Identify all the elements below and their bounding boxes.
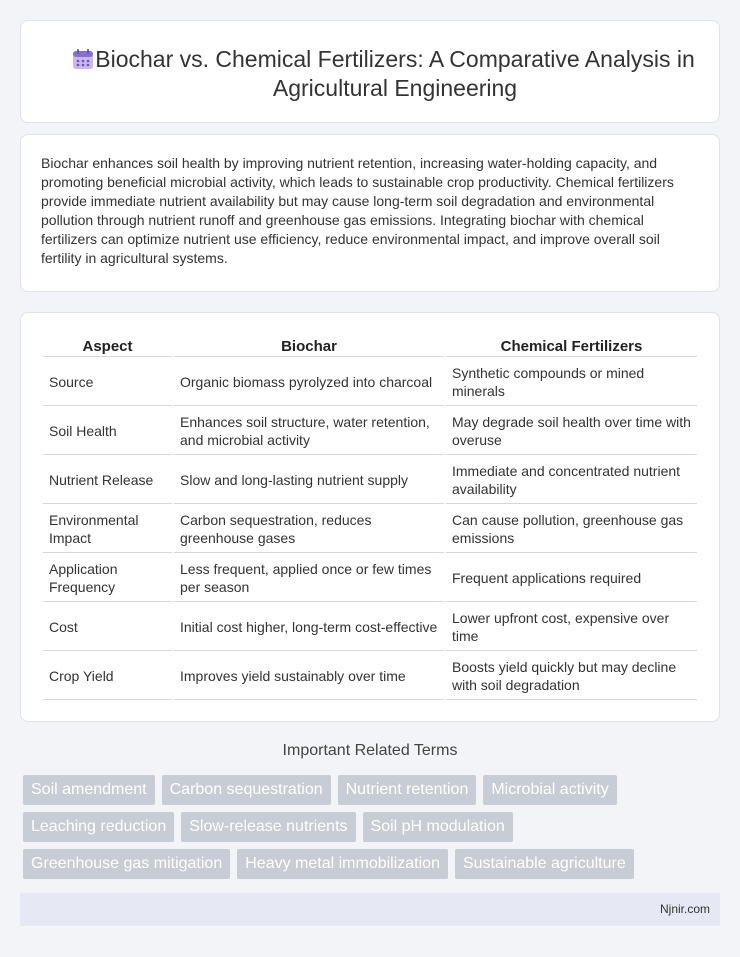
table-row: [43, 408, 697, 455]
cell-biochar: Carbon sequestration, reduces greenhouse gases: [174, 506, 444, 553]
term-tag[interactable]: Soil amendment: [23, 775, 155, 805]
term-tag[interactable]: Sustainable agriculture: [455, 849, 634, 879]
footer-bar: [20, 893, 720, 926]
header-chemical-fertilizers: Chemical Fertilizers: [446, 337, 697, 357]
related-terms-list: [23, 775, 723, 879]
table-row: [43, 506, 697, 553]
cell-chemical: Synthetic compounds or mined minerals: [446, 359, 697, 406]
cell-aspect: Source: [43, 359, 172, 406]
cell-aspect: Soil Health: [43, 408, 172, 455]
cell-chemical: May degrade soil health over time with overuse: [446, 408, 697, 455]
term-tag[interactable]: Nutrient retention: [338, 775, 477, 805]
intro-paragraph: Biochar enhances soil health by improving nutrient retention, increasing water-holding capacity, and promoting beneficial microbial activity, which leads to sustainable crop productivity. Chemical fertilizers provide immediate nutrient availability but may cause long-term soil degradation and environmental pollution through nutrient runoff and greenhouse gas emissions. Integrating biochar with chemical fertilizers can optimize nutrient use efficiency, reduce environmental impact, and improve overall soil fertility in agricultural systems.: [41, 155, 674, 266]
table-row: [43, 359, 697, 406]
cell-biochar: Less frequent, applied once or few times per season: [174, 555, 444, 602]
cell-biochar: Initial cost higher, long-term cost-effective: [174, 604, 444, 651]
related-terms-heading: Important Related Terms: [282, 742, 458, 759]
cell-chemical: Immediate and concentrated nutrient availability: [446, 457, 697, 504]
cell-biochar: Improves yield sustainably over time: [174, 653, 444, 700]
term-tag[interactable]: Greenhouse gas mitigation: [23, 849, 230, 879]
table-row: [43, 653, 697, 700]
comparison-table: [41, 335, 699, 702]
table-row: [43, 457, 697, 504]
cell-biochar: Slow and long-lasting nutrient supply: [174, 457, 444, 504]
title-card: [20, 20, 720, 123]
cell-biochar: Organic biomass pyrolyzed into charcoal: [174, 359, 444, 406]
term-tag[interactable]: Carbon sequestration: [162, 775, 331, 805]
intro-card: [20, 134, 720, 292]
term-tag[interactable]: Heavy metal immobilization: [237, 849, 448, 879]
term-tag[interactable]: Soil pH modulation: [363, 812, 513, 842]
header-aspect: Aspect: [43, 337, 172, 357]
comparison-table-card: [20, 312, 720, 722]
footer-site-link[interactable]: Njnir.com: [659, 902, 710, 916]
cell-aspect: Cost: [43, 604, 172, 651]
cell-aspect: Environmental Impact: [43, 506, 172, 553]
table-header-row: [43, 337, 697, 357]
header-biochar: Biochar: [174, 337, 444, 357]
cell-aspect: Crop Yield: [43, 653, 172, 700]
cell-chemical: Lower upfront cost, expensive over time: [446, 604, 697, 651]
page-title: Biochar vs. Chemical Fertilizers: A Comparative Analysis in Agricultural Engineering: [95, 46, 695, 101]
term-tag[interactable]: Leaching reduction: [23, 812, 174, 842]
table-row: [43, 604, 697, 651]
table-row: [43, 555, 697, 602]
cell-aspect: Nutrient Release: [43, 457, 172, 504]
cell-biochar: Enhances soil structure, water retention, and microbial activity: [174, 408, 444, 455]
cell-chemical: Can cause pollution, greenhouse gas emissions: [446, 506, 697, 553]
cell-chemical: Frequent applications required: [446, 555, 697, 602]
cell-chemical: Boosts yield quickly but may decline with soil degradation: [446, 653, 697, 700]
term-tag[interactable]: Microbial activity: [483, 775, 616, 805]
cell-aspect: Application Frequency: [43, 555, 172, 602]
term-tag[interactable]: Slow-release nutrients: [181, 812, 355, 842]
